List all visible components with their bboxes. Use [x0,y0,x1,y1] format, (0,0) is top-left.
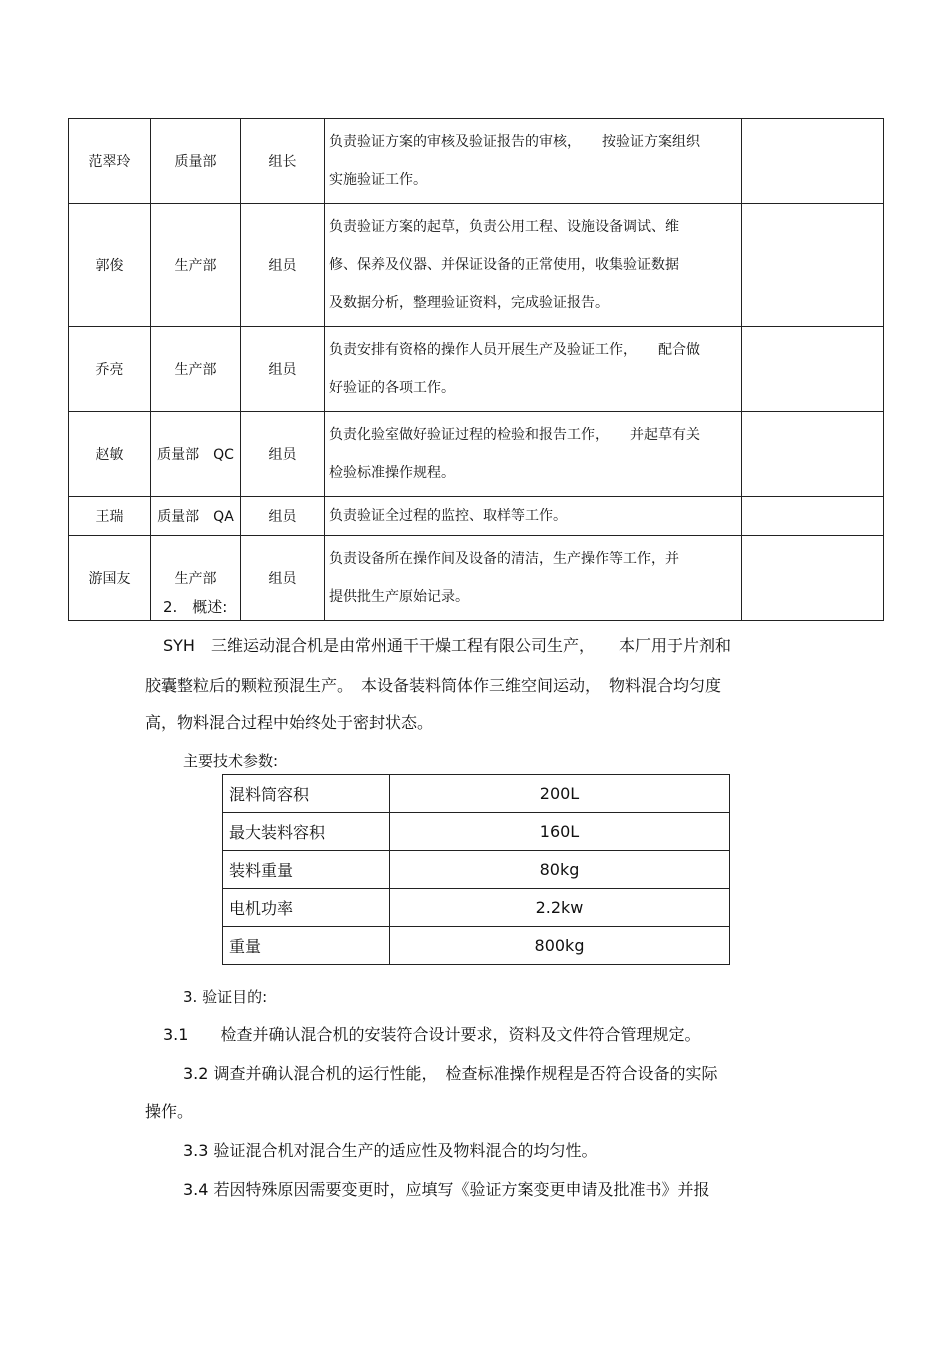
member-dept: 生产部 [151,536,241,621]
item-3-2-line-2: 操作。 [145,1102,194,1121]
member-duty [325,204,742,327]
duty-line: 负责安排有资格的操作人员开展生产及验证工作， 配合做 [329,342,700,358]
table-row [69,497,884,536]
member-note [742,327,884,412]
member-duty [325,119,742,204]
param-value: 2.2kw [390,889,730,927]
member-name: 赵敏 [69,412,151,497]
member-role: 组员 [241,327,325,412]
member-name: 游国友 [69,536,151,621]
overview-line-3: 高，物料混合过程中始终处于密封状态。 [145,713,434,732]
table-row [69,327,884,412]
table-row [223,851,730,889]
duty-line: 负责化验室做好验证过程的检验和报告工作， 并起草有关 [329,427,700,443]
member-note [742,412,884,497]
duty-line: 负责验证全过程的监控、取样等工作。 [329,508,567,524]
overview-line-1: SYH 三维运动混合机是由常州通干干燥工程有限公司生产， 本厂用于片剂和 [163,636,731,655]
member-duty [325,412,742,497]
duty-line: 负责设备所在操作间及设备的清洁，生产操作等工作，并 [329,551,679,567]
item-3-3: 3.3 验证混合机对混合生产的适应性及物料混合的均匀性。 [183,1141,598,1160]
member-dept: 质量部 QC [151,412,241,497]
param-label: 混料筒容积 [223,775,390,813]
table-row [69,412,884,497]
section-3-heading: 3. 验证目的: [183,988,268,1006]
param-value: 160L [390,813,730,851]
member-dept: 生产部 [151,204,241,327]
param-value: 80kg [390,851,730,889]
member-name: 乔亮 [69,327,151,412]
member-role: 组员 [241,412,325,497]
duty-line: 负责验证方案的起草，负责公用工程、设施设备调试、维 [329,219,679,235]
item-3-4: 3.4 若因特殊原因需要变更时，应填写《验证方案变更申请及批准书》并报 [183,1180,710,1199]
member-role: 组员 [241,536,325,621]
member-name: 王瑞 [69,497,151,536]
table-row [69,204,884,327]
duty-line: 提供批生产原始记录。 [329,589,469,605]
member-note [742,497,884,536]
member-role: 组长 [241,119,325,204]
table-row [223,813,730,851]
member-dept: 质量部 QA [151,497,241,536]
table-row [223,889,730,927]
member-role: 组员 [241,204,325,327]
duty-line: 实施验证工作。 [329,172,427,188]
param-value: 200L [390,775,730,813]
member-role: 组员 [241,497,325,536]
section-2-heading: 2. 概述: [163,598,228,616]
duty-line: 修、保养及仪器、并保证设备的正常使用，收集验证数据 [329,257,679,273]
member-duty [325,327,742,412]
param-label: 装料重量 [223,851,390,889]
duty-line: 好验证的各项工作。 [329,380,455,396]
duty-line: 检验标准操作规程。 [329,465,455,481]
member-note [742,119,884,204]
param-label: 重量 [223,927,390,965]
member-note [742,204,884,327]
overview-line-2: 胶囊整粒后的颗粒预混生产。 本设备装料筒体作三维空间运动， 物料混合均匀度 [145,676,722,695]
table-row [223,927,730,965]
team-table [68,118,884,621]
param-value: 800kg [390,927,730,965]
param-label: 电机功率 [223,889,390,927]
table-row [223,775,730,813]
table-row [69,119,884,204]
member-name: 郭俊 [69,204,151,327]
member-duty [325,497,742,536]
item-3-1: 3.1 检查并确认混合机的安装符合设计要求，资料及文件符合管理规定。 [163,1025,701,1044]
param-label: 最大装料容积 [223,813,390,851]
params-title: 主要技术参数: [183,752,279,770]
member-dept: 生产部 [151,327,241,412]
member-note [742,536,884,621]
member-duty [325,536,742,621]
member-dept: 质量部 [151,119,241,204]
params-table [222,774,730,965]
duty-line: 及数据分析，整理验证资料，完成验证报告。 [329,295,609,311]
member-name: 范翠玲 [69,119,151,204]
duty-line: 负责验证方案的审核及验证报告的审核， 按验证方案组织 [329,134,700,150]
item-3-2-line-1: 3.2 调查并确认混合机的运行性能， 检查标准操作规程是否符合设备的实际 [183,1064,718,1083]
